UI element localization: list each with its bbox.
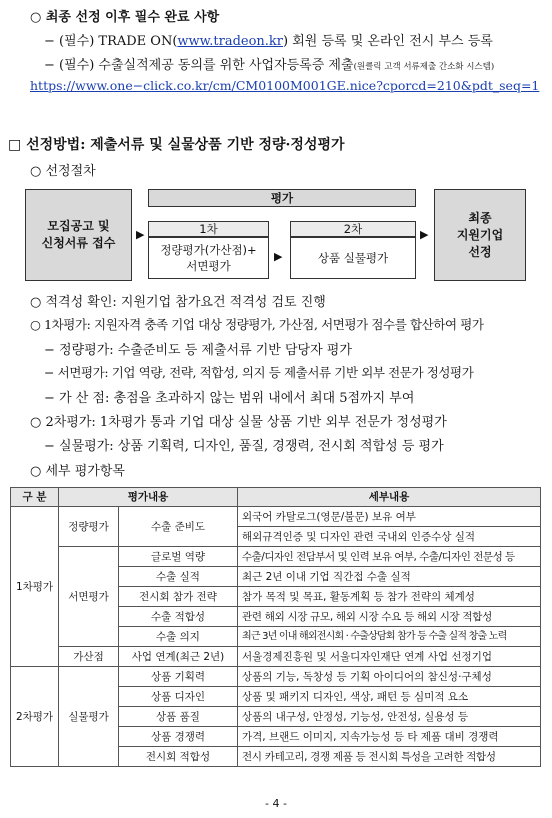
item-cell: 상품 경쟁력 bbox=[119, 727, 238, 747]
detail-cell: 최근 2년 이내 기업 직간접 수출 실적 bbox=[238, 567, 541, 587]
bullet-quant-eval: − 정량평가: 수출준비도 등 제출서류 기반 담당자 평가 bbox=[44, 343, 352, 358]
flow-eval-header: 평가 bbox=[148, 189, 416, 207]
item-cell: 전시회 참가 전략 bbox=[119, 587, 238, 607]
method-subtitle: ○ 선정절차 bbox=[30, 164, 96, 179]
bullet-written-eval: − 서면평가: 기업 역량, 전략, 적합성, 의지 등 제출서류 기반 외부 전문가 정성평가 bbox=[44, 365, 474, 380]
item-cell: 상품 디자인 bbox=[119, 687, 238, 707]
bullet-second-eval: ○ 2차평가: 1차평가 통과 기업 대상 실물 상품 기반 외부 전문가 정성평가 bbox=[30, 415, 447, 430]
item-cell: 수출 실적 bbox=[119, 567, 238, 587]
detail-cell: 가격, 브랜드 이미지, 지속가능성 등 타 제품 대비 경쟁력 bbox=[238, 727, 541, 747]
flow-arrow-3: ▶ bbox=[420, 228, 429, 241]
one-click-url[interactable]: https://www.one−click.co.kr/cm/CM0100M001GE.nice?cporcd=210&pdt_seq=1 bbox=[30, 78, 540, 93]
sub-quant: 정량평가 bbox=[59, 507, 119, 547]
flow-arrow-1: ▶ bbox=[136, 228, 145, 241]
detail-cell: 해외규격인증 및 디자인 관련 국내외 인증수상 실적 bbox=[238, 527, 541, 547]
bullet-physical-eval: − 실물평가: 상품 기획력, 디자인, 품질, 경쟁력, 전시회 적합성 등 평가 bbox=[44, 439, 444, 454]
flow-stage2-label: 2차 bbox=[290, 221, 416, 237]
bullet-first-eval: ○ 1차평가: 지원자격 충족 기업 대상 정량평가, 가산점, 서면평가 점수를 합산하여 평가 bbox=[30, 317, 484, 332]
registration-text: − (필수) 수출실적제공 동의를 위한 사업자등록증 제출 bbox=[44, 58, 354, 73]
required-item-registration bbox=[44, 54, 494, 73]
tradeon-link[interactable]: www.tradeon.kr bbox=[177, 34, 284, 49]
table-row bbox=[11, 507, 541, 527]
header-detail: 세부내용 bbox=[238, 488, 541, 507]
flow-stage1-label: 1차 bbox=[148, 221, 269, 237]
flow-step-application: 모집공고 및 신청서류 접수 bbox=[25, 189, 132, 281]
flow-arrow-2: ▶ bbox=[274, 250, 283, 263]
detail-cell: 최근 3년 이내 해외전시회 · 수출상담회 참가 등 수출 실적 창출 노력 bbox=[238, 627, 541, 647]
item-cell: 전시회 적합성 bbox=[119, 747, 238, 767]
item-cell: 사업 연계(최근 2년) bbox=[119, 647, 238, 667]
item-cell: 상품 품질 bbox=[119, 707, 238, 727]
registration-note: (원클릭 고객 서류제출 간소화 시스템) bbox=[353, 62, 495, 72]
table-row bbox=[11, 667, 541, 687]
detail-cell: 외국어 카탈로그(영문/불문) 보유 여부 bbox=[238, 507, 541, 527]
sub-physical: 실물평가 bbox=[59, 667, 119, 767]
detail-cell: 전시 카테고리, 경쟁 제품 등 전시회 특성을 고려한 적합성 bbox=[238, 747, 541, 767]
header-content: 평가내용 bbox=[59, 488, 238, 507]
detail-cell: 수출/디자인 전담부서 및 인력 보유 여부, 수출/디자인 전문성 등 bbox=[238, 547, 541, 567]
method-title: □ 선정방법: 제출서류 및 실물상품 기반 정량·정성평가 bbox=[8, 137, 345, 153]
bullet-bonus: − 가 산 점: 총점을 초과하지 않는 범위 내에서 최대 5점까지 부여 bbox=[44, 391, 415, 406]
sub-bonus: 가산점 bbox=[59, 647, 119, 667]
header-category: 구 분 bbox=[11, 488, 59, 507]
detail-cell: 상품의 기능, 독창성 등 기획 아이디어의 참신성·구체성 bbox=[238, 667, 541, 687]
item-cell: 수출 의지 bbox=[119, 627, 238, 647]
page-number: - 4 - bbox=[265, 797, 287, 810]
table-row bbox=[11, 547, 541, 567]
sub-written: 서면평가 bbox=[59, 547, 119, 647]
table-row bbox=[11, 647, 541, 667]
detail-cell: 상품의 내구성, 안정성, 기능성, 안전성, 실용성 등 bbox=[238, 707, 541, 727]
group-second-eval: 2차평가 bbox=[11, 667, 59, 767]
tradeon-prefix: − (필수) TRADE ON( bbox=[44, 34, 178, 49]
flow-stage2-body: 상품 실물평가 bbox=[290, 237, 416, 279]
item-cell: 수출 준비도 bbox=[119, 507, 238, 547]
detail-cell: 관련 해외 시장 규모, 해외 시장 수요 등 해외 시장 적합성 bbox=[238, 607, 541, 627]
flow-step-final: 최종 지원기업 선정 bbox=[434, 189, 526, 281]
required-heading: ○ 최종 선정 이후 필수 완료 사항 bbox=[30, 10, 220, 25]
detail-cell: 상품 및 패키지 디자인, 색상, 패턴 등 심미적 요소 bbox=[238, 687, 541, 707]
tradeon-suffix: ) 회원 등록 및 온라인 전시 부스 등록 bbox=[283, 34, 493, 49]
group-first-eval: 1차평가 bbox=[11, 507, 59, 667]
bullet-detail-items: ○ 세부 평가항목 bbox=[30, 464, 125, 479]
item-cell: 상품 기획력 bbox=[119, 667, 238, 687]
bullet-eligibility: ○ 적격성 확인: 지원기업 참가요건 적격성 검토 진행 bbox=[30, 295, 326, 310]
flow-stage1-body: 정량평가(가산점)+ 서면평가 bbox=[148, 237, 269, 279]
required-item-tradeon bbox=[44, 30, 493, 49]
table-header-row bbox=[11, 488, 541, 507]
detail-cell: 참가 목적 및 목표, 활동계획 등 참가 전략의 체계성 bbox=[238, 587, 541, 607]
evaluation-table bbox=[10, 487, 541, 767]
item-cell: 글로벌 역량 bbox=[119, 547, 238, 567]
detail-cell: 서울경제진흥원 및 서울디자인재단 연계 사업 선정기업 bbox=[238, 647, 541, 667]
item-cell: 수출 적합성 bbox=[119, 607, 238, 627]
